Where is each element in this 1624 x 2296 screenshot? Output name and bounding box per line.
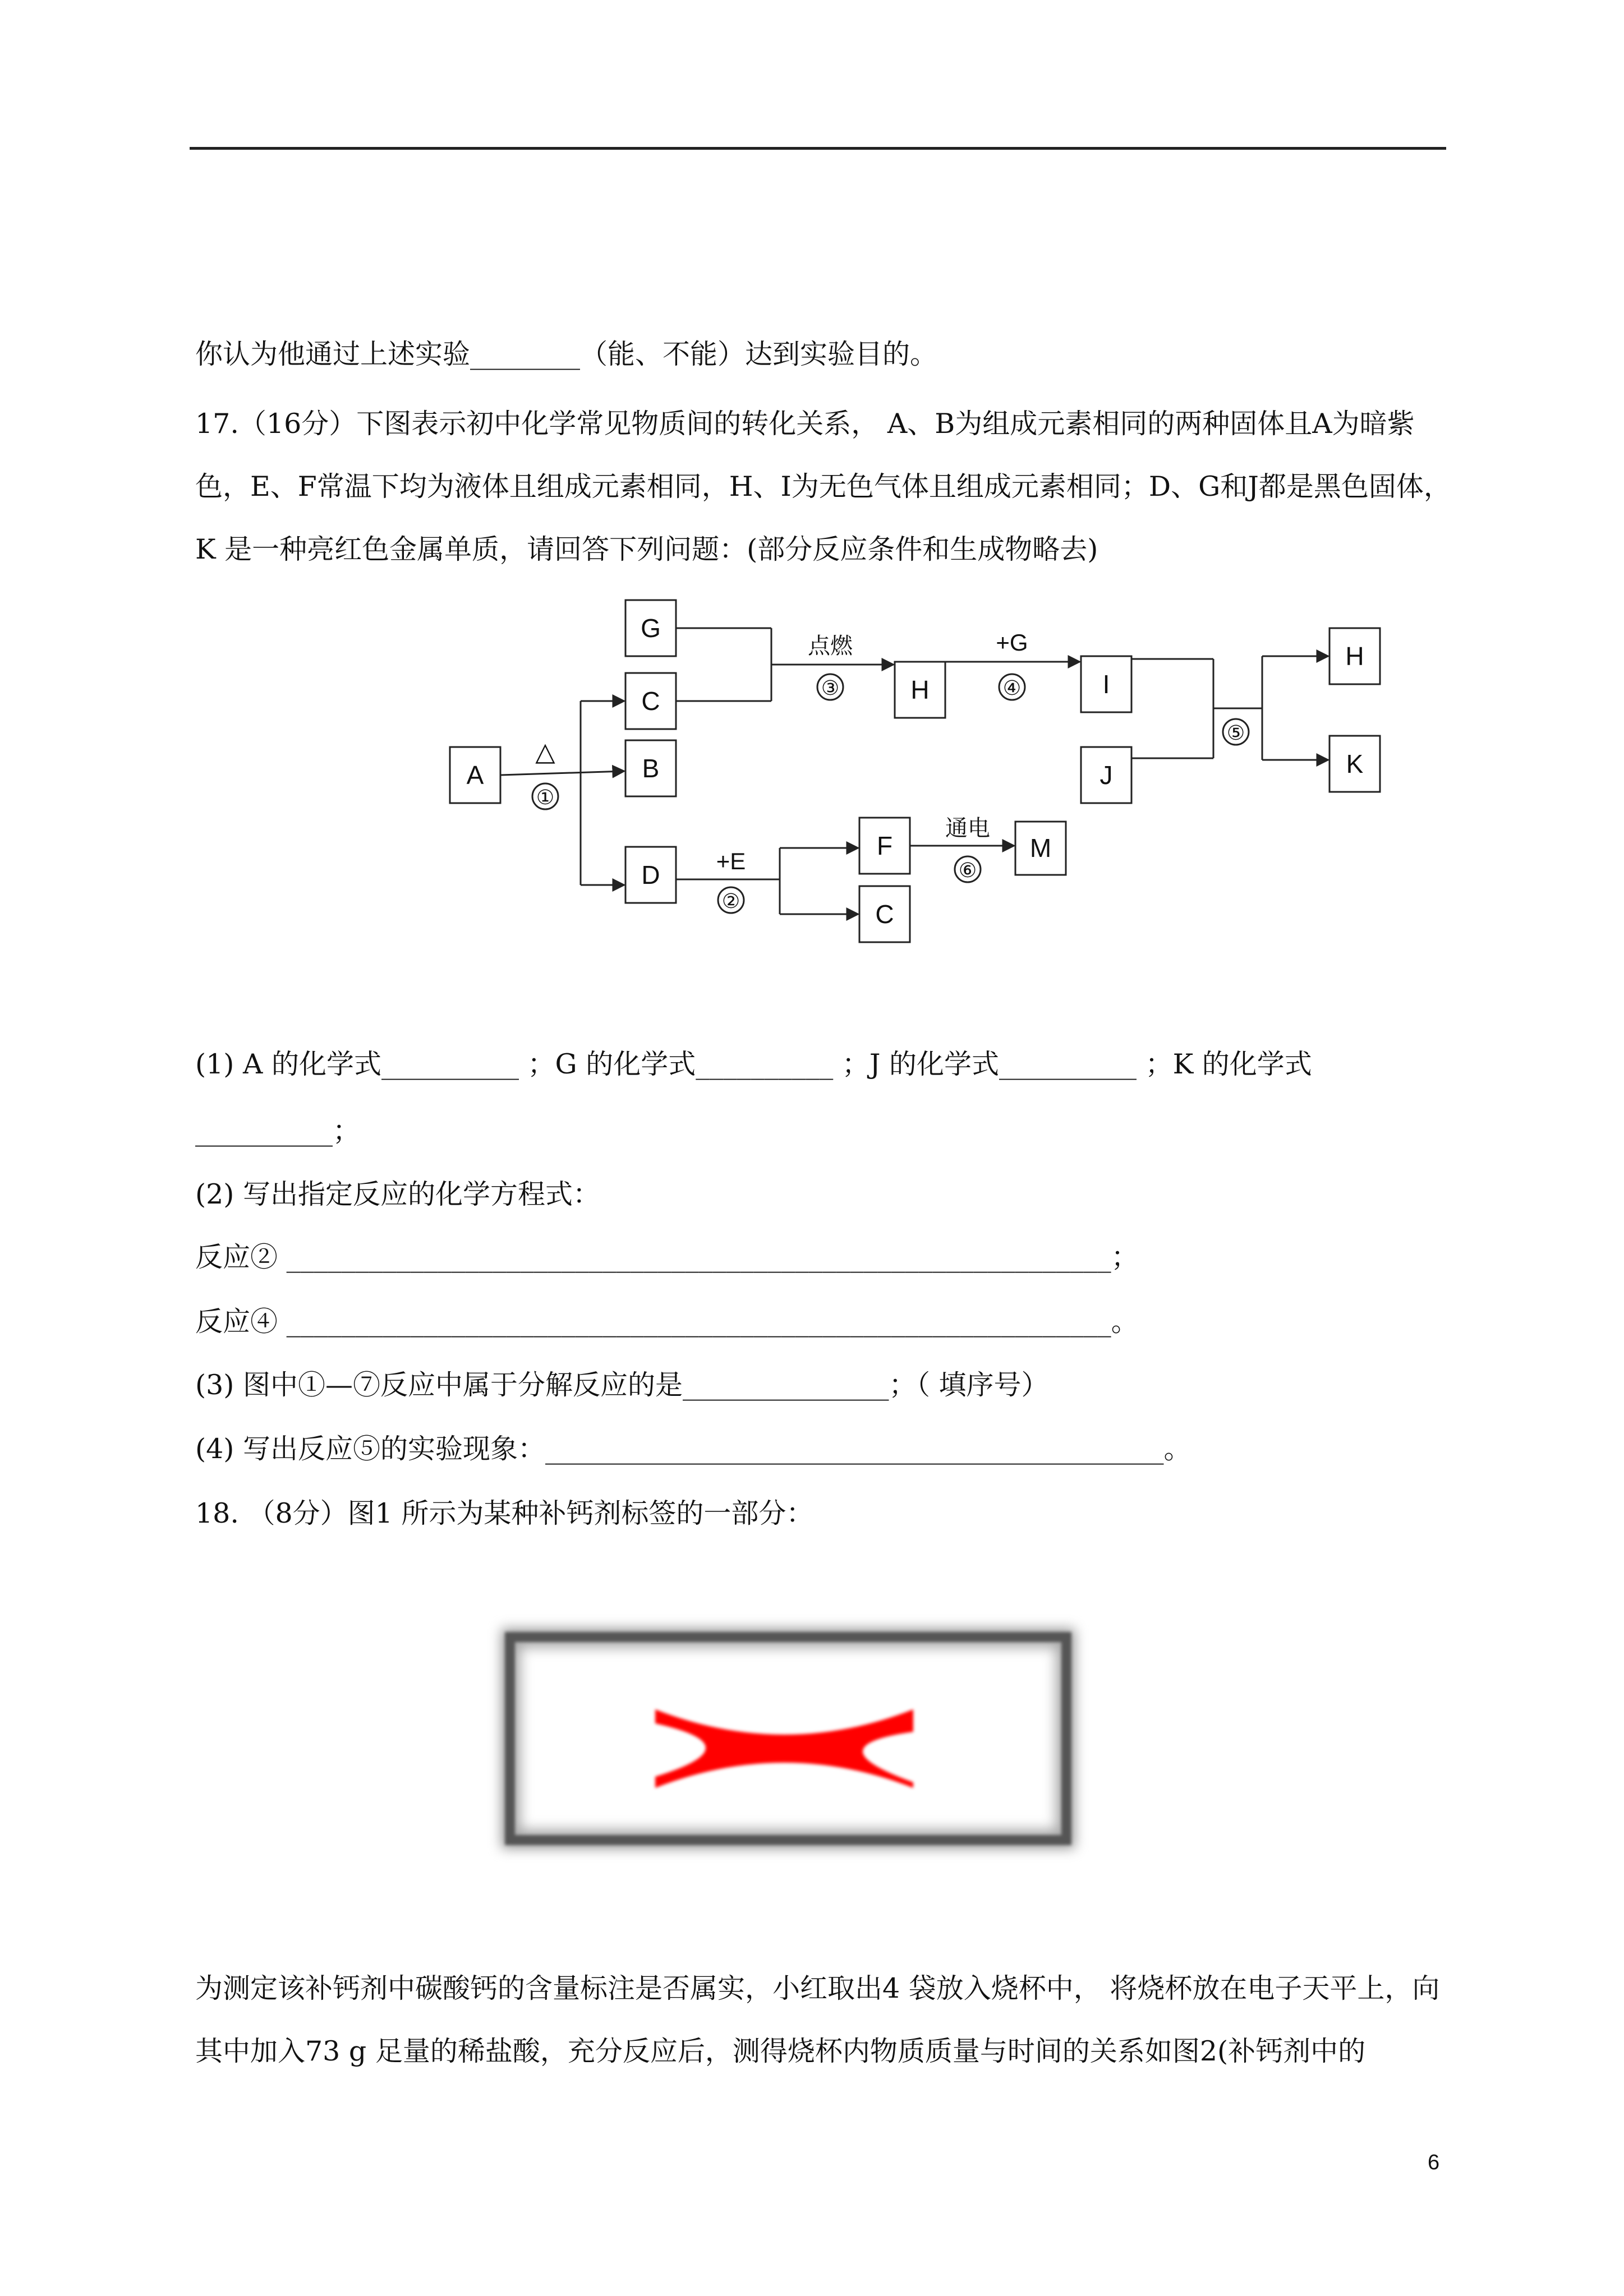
node-G: G [641,614,661,643]
node-M: M [1029,833,1052,863]
node-B: B [642,754,660,783]
text-line-1: 你认为他通过上述实验________（能、不能）达到实验目的。 [195,338,938,370]
reaction-3-condition: 点燃 [808,634,853,658]
node-H: H [910,675,930,704]
node-H-product: H [1345,642,1364,671]
reaction-1-condition: △ [535,737,555,766]
node-I: I [1102,670,1110,699]
node-F: F [876,831,893,860]
node-J: J [1099,760,1113,790]
node-K: K [1346,749,1364,778]
q17-part4: (4) 写出反应⑤的实验现象：_____________________________________________。 [195,1433,1191,1465]
reaction-4-label: ④ [1002,676,1022,699]
header-rule [190,147,1446,150]
question-17-text: 17.（16分）下图表示初中化学常见物质间的转化关系， A、B为组成元素相同的两种固体且A为暗紫色，E、F常温下均为液体且组成元素相同，H、I为无色气体且组成元素相同；D、G和J都是黑色固体，K 是一种亮红色金属单质，请回答下列问题：(部分反应条件和生成物略去) [195,408,1451,565]
q17-part1-line2: __________； [195,1115,361,1147]
reaction-2-label: ② [721,889,740,912]
page-number: 6 [1428,2151,1440,2174]
q17-part1-line1: (1) A 的化学式__________ ；G 的化学式__________ ；J 的化学式__________ ；K 的化学式 [195,1048,1312,1080]
broken-image-placeholder [505,1632,1071,1845]
question-18: 18. （8分）图1 所示为某种补钙剂标签的一部分： [195,1497,814,1529]
q17-part2: (2) 写出指定反应的化学方程式： [195,1178,600,1210]
reaction-6-label: ⑥ [958,859,977,882]
reaction-5-label: ⑤ [1226,721,1245,744]
node-C-product: C [875,900,894,929]
reaction-1-label: ① [536,786,555,809]
question-18-text: 为测定该补钙剂中碳酸钙的含量标注是否属实，小红取出4 袋放入烧杯中， 将烧杯放在电子天平上，向其中加入73 g 足量的稀盐酸，充分反应后，测得烧杯内物质质量与时间的关系如图2(补钙剂中的 [195,1972,1440,2067]
node-D: D [641,860,660,889]
reaction-2-condition: +E [716,848,746,874]
reaction-4-condition: +G [996,629,1028,656]
broken-image-icon [644,1693,924,1799]
node-A: A [466,760,484,790]
node-C: C [641,686,660,716]
reaction-6-condition: 通电 [945,816,990,841]
reaction-3-label: ③ [821,676,840,699]
q17-reaction2: 反应② ____________________________________________________________； [195,1241,1139,1273]
q17-part3: (3) 图中①—⑦反应中属于分解反应的是_______________；（ 填序号） [195,1369,1049,1401]
q17-reaction4: 反应④ ____________________________________________________________。 [195,1306,1139,1338]
reaction-diagram [438,589,1402,953]
